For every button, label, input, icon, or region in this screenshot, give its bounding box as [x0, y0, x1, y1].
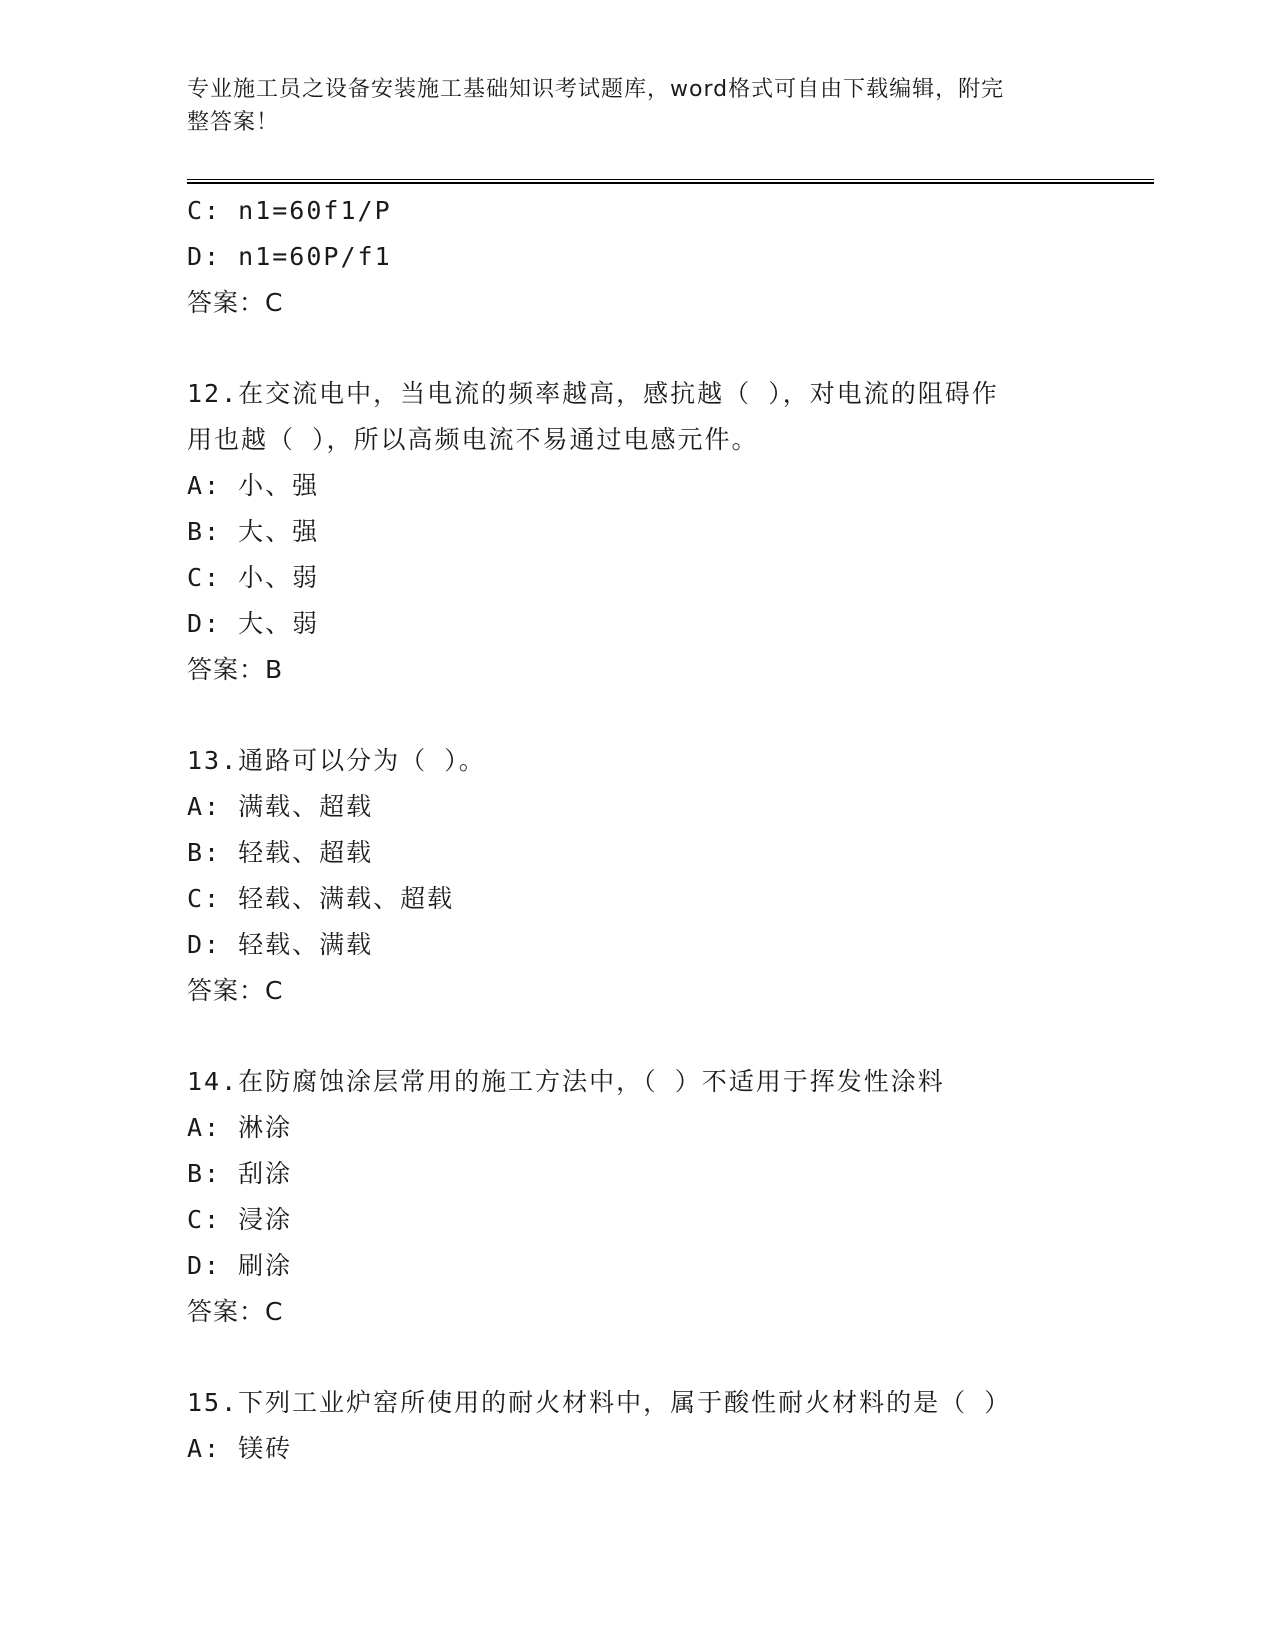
answer: 答案：C	[187, 1297, 284, 1326]
question-stem: 15.下列工业炉窑所使用的耐火材料中，属于酸性耐火材料的是（ ）	[187, 1388, 1012, 1417]
option-a: A: 小、强	[187, 471, 320, 500]
question-13	[187, 738, 1127, 1014]
spacer	[187, 693, 1127, 738]
answer: 答案：C	[187, 976, 284, 1005]
option-a: A: 满载、超载	[187, 792, 374, 821]
spacer	[187, 1014, 1127, 1059]
option-d: D: 轻载、满载	[187, 930, 374, 959]
option-b: B: 大、强	[187, 517, 320, 546]
option-d: D: 刷涂	[187, 1251, 293, 1280]
option-c: C: 浸涂	[187, 1205, 293, 1234]
header-divider-thin	[187, 179, 1154, 180]
question-11-tail	[187, 188, 1127, 326]
spacer	[187, 1335, 1127, 1380]
question-stem: 12.在交流电中，当电流的频率越高，感抗越（ ），对电流的阻碍作	[187, 379, 999, 408]
question-14	[187, 1059, 1127, 1335]
header-line-2: 整答案！	[187, 110, 280, 135]
option-c: C: 小、弱	[187, 563, 320, 592]
question-stem: 13.通路可以分为（ ）。	[187, 746, 486, 775]
answer: 答案：B	[187, 655, 284, 684]
option-b: B: 刮涂	[187, 1159, 293, 1188]
page-header	[187, 73, 1067, 139]
question-stem: 用也越（ ），所以高频电流不易通过电感元件。	[187, 425, 759, 454]
exam-content	[187, 188, 1127, 1472]
option-b: B: 轻载、超载	[187, 838, 374, 867]
spacer	[187, 326, 1127, 371]
question-stem: 14.在防腐蚀涂层常用的施工方法中，（ ）不适用于挥发性涂料	[187, 1067, 945, 1096]
answer: 答案：C	[187, 288, 284, 317]
question-15	[187, 1380, 1127, 1472]
option-c: C: 轻载、满载、超载	[187, 884, 455, 913]
header-line-1: 专业施工员之设备安装施工基础知识考试题库，word格式可自由下载编辑，附完	[187, 77, 1005, 102]
option-c: C: n1=60f1/P	[187, 196, 392, 225]
option-d: D: n1=60P/f1	[187, 242, 392, 271]
header-divider-thick	[187, 182, 1154, 184]
option-d: D: 大、弱	[187, 609, 320, 638]
option-a: A: 淋涂	[187, 1113, 293, 1142]
question-12	[187, 371, 1127, 693]
option-a: A: 镁砖	[187, 1434, 293, 1463]
